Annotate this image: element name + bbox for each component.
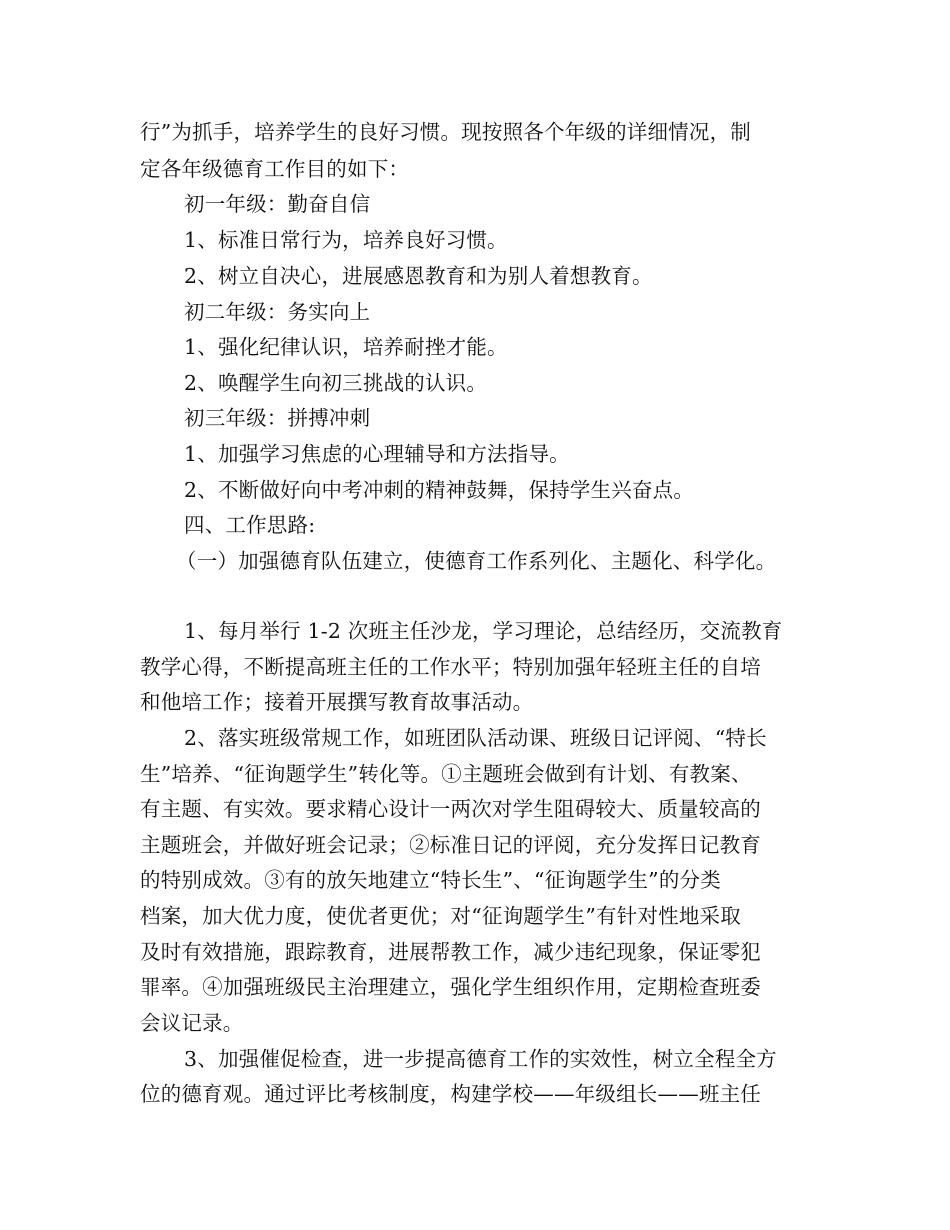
paragraph-line: 有主题、有实效。要求精心设计一两次对学生阻碍较大、质量较高的 <box>140 797 761 821</box>
paragraph-line: 1、每月举行 1-2 次班主任沙龙，学习理论，总结经历，交流教育 <box>184 619 783 643</box>
paragraph-line: 教学心得，不断提高班主任的工作水平；特别加强年轻班主任的自培 <box>140 655 761 679</box>
list-item: 2、树立自决心，进展感恩教育和为别人着想教育。 <box>184 264 653 288</box>
paragraph-line: 行”为抓手，培养学生的良好习惯。现按照各个年级的详细情况，制 <box>140 120 751 144</box>
paragraph-line: 和他培工作；接着开展撰写教育故事活动。 <box>140 690 534 714</box>
paragraph-line: 定各年级德育工作目的如下： <box>140 157 410 181</box>
section-heading-grade-three: 初三年级：拼搏冲刺 <box>184 406 371 430</box>
subsection-heading: （一）加强德育队伍建立，使德育工作系列化、主题化、科学化。 <box>176 549 777 573</box>
paragraph-line: 生”培养、“征询题学生”转化等。①主题班会做到有计划、有教案、 <box>140 762 752 786</box>
section-heading-grade-two: 初二年级：务实向上 <box>184 300 371 324</box>
paragraph-line: 的特别成效。③有的放矢地建立“特长生”、“征询题学生”的分类 <box>140 868 721 892</box>
section-heading-grade-one: 初一年级：勤奋自信 <box>184 192 371 216</box>
list-item: 1、加强学习焦虑的心理辅导和方法指导。 <box>184 442 570 466</box>
paragraph-line: 档案，加大优力度，使优者更优；对“征询题学生”有针对性地采取 <box>140 904 741 928</box>
list-item: 1、强化纪律认识，培养耐挫才能。 <box>184 335 508 359</box>
list-item: 2、唤醒学生向初三挑战的认识。 <box>184 371 488 395</box>
section-heading-work-ideas: 四、工作思路: <box>184 513 316 537</box>
paragraph-line: 2、落实班级常规工作，如班团队活动课、班级日记评阅、“特长 <box>184 726 767 750</box>
paragraph-line: 主题班会，并做好班会记录；②标准日记的评阅，充分发挥日记教育 <box>140 833 761 857</box>
list-item: 1、标准日常行为，培养良好习惯。 <box>184 228 508 252</box>
paragraph-line: 罪率。④加强班级民主治理建立，强化学生组织作用，定期检查班委 <box>140 975 761 999</box>
list-item: 2、不断做好向中考冲刺的精神鼓舞，保持学生兴奋点。 <box>184 478 695 502</box>
paragraph-line: 位的德育观。通过评比考核制度，构建学校——年级组长——班主任 <box>140 1082 761 1106</box>
paragraph-line: 3、加强催促检查，进一步提高德育工作的实效性，树立全程全方 <box>184 1047 777 1071</box>
paragraph-line: 会议记录。 <box>140 1011 244 1035</box>
paragraph-line: 及时有效措施，跟踪教育，进展帮教工作，减少违纪现象，保证零犯 <box>140 940 761 964</box>
